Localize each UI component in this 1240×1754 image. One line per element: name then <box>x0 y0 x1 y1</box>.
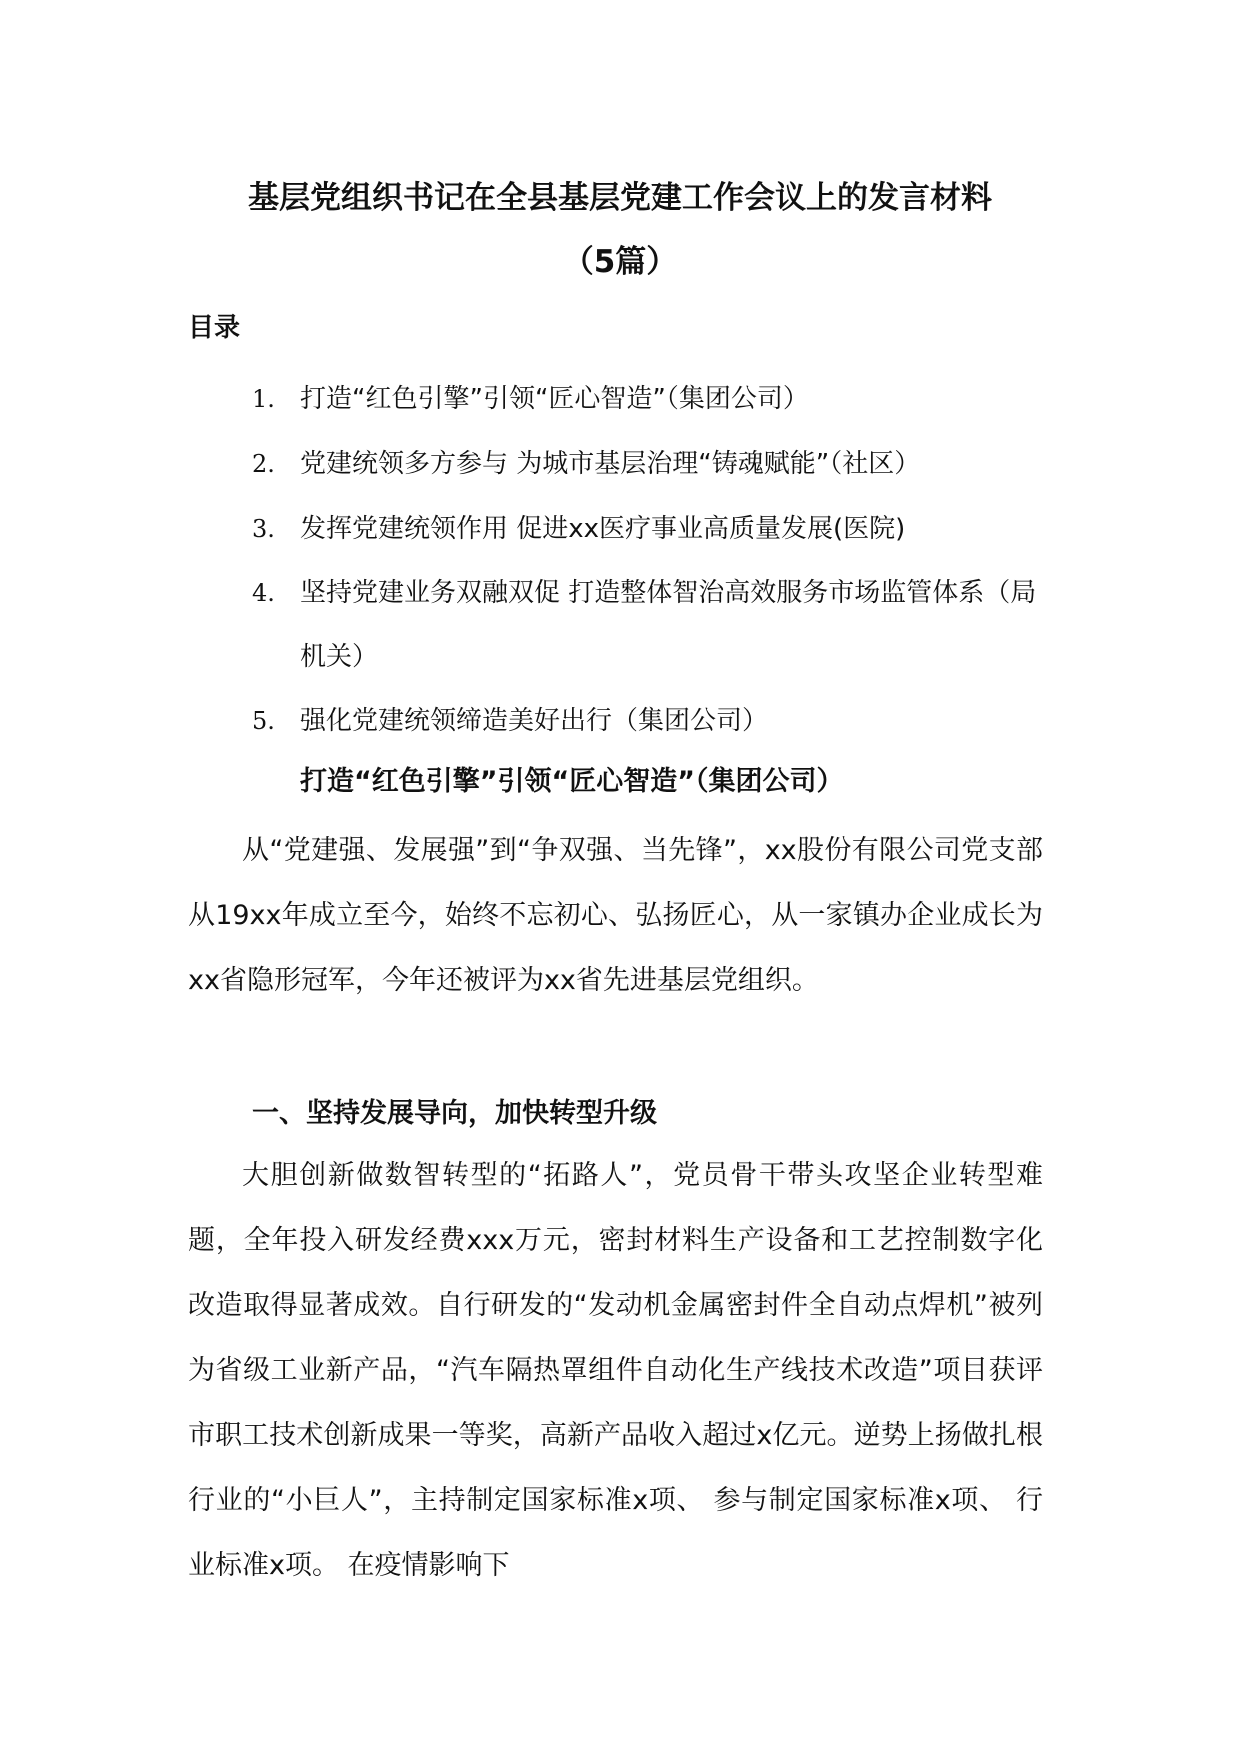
toc-item-number: 2. <box>252 450 275 478</box>
toc-item-number: 3. <box>252 515 275 543</box>
toc-item <box>252 497 1052 561</box>
toc-item-number: 5. <box>252 707 275 735</box>
toc-item-text: 党建统领多方参与 为城市基层治理“铸魂赋能”（社区） <box>300 449 921 479</box>
subheading: 一、坚持发展导向，加快转型升级 <box>252 1098 657 1129</box>
document-title-count: （5篇） <box>562 244 678 280</box>
toc-heading: 目录 <box>188 313 241 343</box>
toc-item-number: 4. <box>252 579 275 607</box>
document-title: 基层党组织书记在全县基层党建工作会议上的发言材料 <box>248 180 992 216</box>
toc-item <box>252 689 1052 753</box>
toc-item-text: 强化党建统领缔造美好出行（集团公司） <box>300 706 769 736</box>
section-title: 打造“红色引擎”引领“匠心智造”（集团公司） <box>300 766 844 797</box>
toc-item-text: 发挥党建统领作用 促进xx医疗事业高质量发展(医院) <box>300 514 906 544</box>
intro-paragraph: 从“党建强、发展强”到“争双强、当先锋”，xx股份有限公司党支部从19xx年成立至今，始终不忘初心、弘扬匠心，从一家镇办企业成长为xx省隐形冠军，今年还被评为xx省先进基层党组织。 <box>188 835 1043 996</box>
toc-item <box>252 561 1052 689</box>
body-paragraph: 大胆创新做数智转型的“拓路人”，党员骨干带头攻坚企业转型难题，全年投入研发经费xxx万元，密封材料生产设备和工艺控制数字化改造取得显著成效。自行研发的“发动机金属密封件全自动点焊机”被列为省级工业新产品，“汽车隔热罩组件自动化生产线技术改造”项目获评市职工技术创新成果一等奖，高新产品收入超过x亿元。逆势上扬做扎根行业的“小巨人”，主持制定国家标准x项、 参与制定国家标准x项、 行业标准x项。 在疫情影响下 <box>188 1160 1043 1581</box>
toc-item <box>252 432 1052 496</box>
toc-item-text: 坚持党建业务双融双促 打造整体智治高效服务市场监管体系（局机关） <box>300 578 1037 672</box>
toc-item-number: 1. <box>252 385 275 413</box>
toc-item-text: 打造“红色引擎”引领“匠心智造”（集团公司） <box>300 384 809 414</box>
toc-item <box>252 367 1052 431</box>
